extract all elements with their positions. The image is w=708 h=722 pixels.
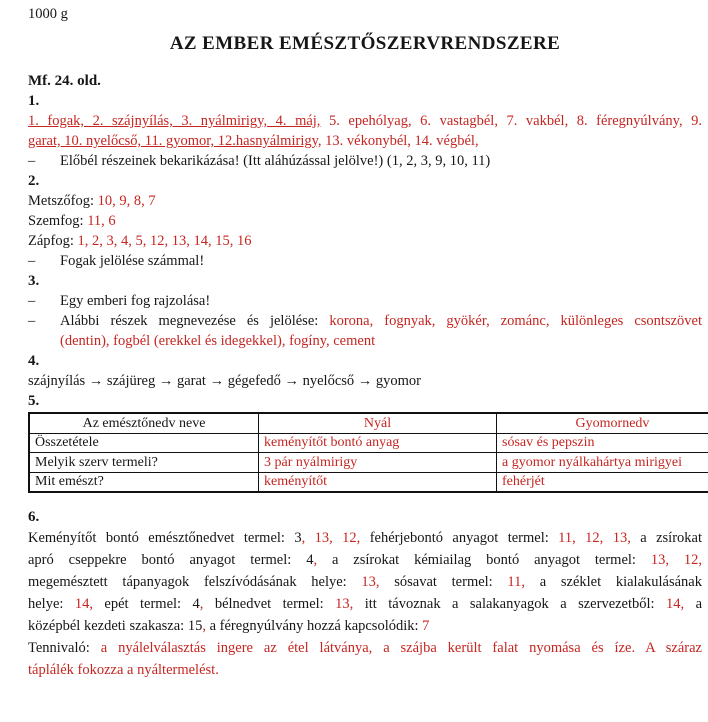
bullet-dash: –: [28, 153, 36, 169]
workbook-page-ref: Mf. 24. old.: [28, 73, 101, 89]
section-6-paragraph-line-5: középbél kezdeti szakasza: 15, a féregnyúlvány hozzá kapcsolódik: 7: [28, 618, 430, 634]
table-cell: Melyik szerv termeli?: [29, 453, 259, 473]
section-3-number: 3.: [28, 273, 40, 289]
digestive-juices-table: [28, 412, 708, 493]
organ-list-line-1: 1. fogak, 2. szájnyílás, 3. nyálmirigy, 4. máj, 5. epehólyag, 6. vastagbél, 7. vakbél, 8. féregnyúlvány, 9.: [28, 113, 703, 129]
table-row-digests: [29, 472, 708, 492]
tooth-drawing-bullet-text: Egy emberi fog rajzolása!: [60, 293, 211, 309]
table-cell: sósav és pepszin: [497, 433, 708, 453]
section-5-number: 5.: [28, 393, 40, 409]
table-header-gastric-juice: Gyomornedv: [497, 413, 708, 433]
table-header-saliva: Nyál: [259, 413, 497, 433]
tooth-parts-bullet-line-1: Alábbi részek megnevezése és jelölése: korona, fognyak, gyökér, zománc, különleges csontszövet: [60, 313, 702, 329]
table-cell: fehérjét: [497, 472, 708, 492]
bullet-dash: –: [28, 313, 36, 329]
foregut-bullet-text: Előbél részeinek bekarikázása! (Itt aláhúzással jelölve!) (1, 2, 3, 9, 10, 11): [60, 153, 491, 169]
table-row-composition: [29, 433, 708, 453]
table-header-row: [29, 413, 708, 433]
teeth-numbering-bullet-text: Fogak jelölése számmal!: [60, 253, 205, 269]
foregut-bullet: [28, 151, 702, 171]
teeth-numbering-bullet: [28, 251, 702, 271]
table-cell: keményítőt bontó anyag: [259, 433, 497, 453]
tooth-drawing-bullet: [28, 291, 702, 311]
bullet-dash: –: [28, 293, 36, 309]
weight-label: 1000 g: [28, 6, 68, 22]
section-2-number: 2.: [28, 173, 40, 189]
section-6-paragraph-line-2: apró cseppekre bontó anyagot termel: 4, a zsírokat kémiailag bontó anyagot termel: 13, 12,: [28, 552, 702, 568]
molar-line: Zápfog: 1, 2, 3, 4, 5, 12, 13, 14, 15, 16: [28, 233, 252, 249]
table-cell: Mit emészt?: [29, 472, 259, 492]
table-cell: Összetétele: [29, 433, 259, 453]
section-1-number: 1.: [28, 93, 40, 109]
tooth-parts-bullet: [28, 311, 702, 331]
table-cell: a gyomor nyálkahártya mirigyei: [497, 453, 708, 473]
organ-list-line-2: garat, 10. nyelőcső, 11. gyomor, 12.hasnyálmirigy, 13. vékonybél, 14. végbél,: [28, 133, 479, 149]
todo-line-1: Tennivaló: a nyálelválasztás ingere az étel látványa, a szájba került falat nyomása és íze. A száraz: [28, 640, 702, 656]
section-6-paragraph-line-1: Keményítőt bontó emésztőnedvet termel: 3, 13, 12, fehérjebontó anyagot termel: 11, 12, 13, a zsírokat: [28, 530, 702, 546]
section-6-paragraph-line-3: megemésztett tápanyagok felszívódásának helye: 13, sósavat termel: 11, a széklet kialakulásának: [28, 574, 702, 590]
table-cell: 3 pár nyálmirigy: [259, 453, 497, 473]
todo-line-2: táplálék fokozza a nyáltermelést.: [28, 662, 219, 678]
table-header-juice-name: Az emésztőnedv neve: [29, 413, 259, 433]
bullet-dash: –: [28, 253, 36, 269]
section-6-paragraph-line-4: helye: 14, epét termel: 4, bélnedvet termel: 13, itt távoznak a salakanyagok a szervezetből: 14, a: [28, 596, 703, 612]
canine-line: Szemfog: 11, 6: [28, 213, 116, 229]
doc-title: AZ EMBER EMÉSZTŐSZERVRENDSZERE: [169, 33, 561, 54]
section-6-number: 6.: [28, 509, 40, 525]
section-4-number: 4.: [28, 353, 40, 369]
incisor-line: Metszőfog: 10, 9, 8, 7: [28, 193, 156, 209]
table-cell: keményítőt: [259, 472, 497, 492]
table-row-producing-organ: [29, 453, 708, 473]
digestion-path-line: szájnyílás → szájüreg → garat → gégefedő → nyelőcső → gyomor: [28, 373, 422, 389]
tooth-parts-bullet-line-2: (dentin), fogbél (erekkel és idegekkel), fogíny, cement: [60, 333, 376, 349]
